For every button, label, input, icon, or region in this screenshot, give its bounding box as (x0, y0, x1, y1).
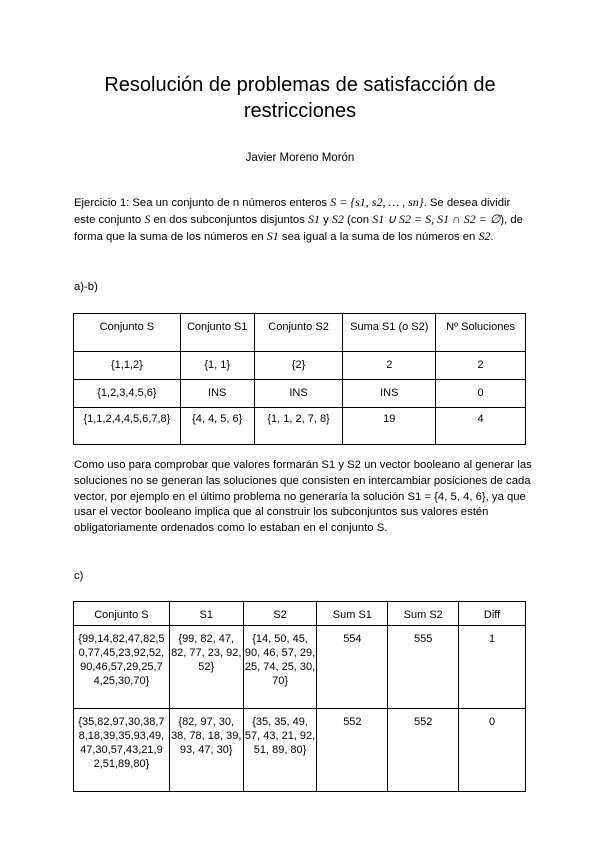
document-title: Resolución de problemas de satisfacción de restricciones (104, 74, 496, 122)
header-cell: Sum S2 (388, 602, 459, 626)
table-cell: 552 (317, 709, 388, 792)
table-cell: {1,1,2} (74, 352, 181, 380)
table-cell: {1,1,2,4,4,5,6,7,8} (74, 408, 181, 445)
header-cell: Conjunto S1 (180, 314, 254, 352)
table-cell: {2} (254, 352, 343, 380)
exercise-statement: Ejercicio 1: Sea un conjunto de n números enteros S = {s1, s2, … , sn}. Se desea dividir este conjunto S en dos subconjuntos disjuntos S1 y S2 (con S1 ∪ S2 = S, S1 ∩ S2 = ∅), de forma que la suma de los números en S1 sea igual a la suma de los números en S2. (74, 195, 523, 243)
header-cell: Sum S1 (317, 602, 388, 626)
header-cell: S1 (169, 602, 243, 626)
table-header-row (74, 602, 526, 626)
table-cell: {1, 1, 2, 7, 8} (254, 408, 343, 445)
section-label-ab: a)-b) (74, 281, 98, 293)
table-row (74, 380, 526, 408)
header-cell: Diff (459, 602, 526, 626)
header-cell: Conjunto S (74, 602, 170, 626)
section-label-c: c) (74, 570, 84, 582)
header-cell: Conjunto S2 (254, 314, 343, 352)
note-paragraph: Como uso para comprobar que valores formarán S1 y S2 un vector booleano al generar las soluciones no se generan las soluciones que consisten en intercambiar posiciones de cada vector, por ejemplo en el último problema no generaría la solución S1 = {4, 5, 4, 6}, ya que usar el vector booleano implica que al construir los subconjuntos sus valores estén obligatoriamente ordenados como lo estaban en el conjunto S. (74, 459, 532, 535)
table-cell: INS (180, 380, 254, 408)
table-cell: {1,2,3,4,5,6} (74, 380, 181, 408)
header-cell: S2 (243, 602, 317, 626)
author-name: Javier Moreno Morón (245, 152, 355, 164)
table-cell: 2 (343, 352, 436, 380)
table-cell: 4 (436, 408, 526, 445)
results-table (73, 601, 526, 792)
table-row (74, 709, 526, 792)
table-cell: {99, 82, 47, 82, 77, 23, 92, 52} (169, 626, 243, 709)
table-cell: 2 (436, 352, 526, 380)
header-cell: Conjunto S (74, 314, 181, 352)
header-cell: Nº Soluciones (436, 314, 526, 352)
table-row (74, 408, 526, 445)
solutions-table (73, 313, 526, 445)
table-cell: {1, 1} (180, 352, 254, 380)
table-cell: {35,82,97,30,38,78,18,39,35,93,49,47,30,57,43,21,92,51,89,80} (74, 709, 170, 792)
table-row (74, 352, 526, 380)
table-cell: INS (254, 380, 343, 408)
table-cell: 0 (459, 709, 526, 792)
table-cell: 19 (343, 408, 436, 445)
table-cell: {14, 50, 45, 90, 46, 57, 29, 25, 74, 25, 30, 70} (243, 626, 317, 709)
table-cell: 552 (388, 709, 459, 792)
table-cell: 1 (459, 626, 526, 709)
table-cell: {99,14,82,47,82,50,77,45,23,92,52,90,46,57,29,25,74,25,30,70} (74, 626, 170, 709)
table-cell: {82, 97, 30, 38, 78, 18, 39, 93, 47, 30} (169, 709, 243, 792)
table-cell: {4, 4, 5, 6} (180, 408, 254, 445)
table-cell: INS (343, 380, 436, 408)
table-cell: {35, 35, 49, 57, 43, 21, 92, 51, 89, 80} (243, 709, 317, 792)
table-cell: 554 (317, 626, 388, 709)
table-row (74, 626, 526, 709)
table-header-row (74, 314, 526, 352)
header-cell: Suma S1 (o S2) (343, 314, 436, 352)
table-cell: 0 (436, 380, 526, 408)
table-cell: 555 (388, 626, 459, 709)
